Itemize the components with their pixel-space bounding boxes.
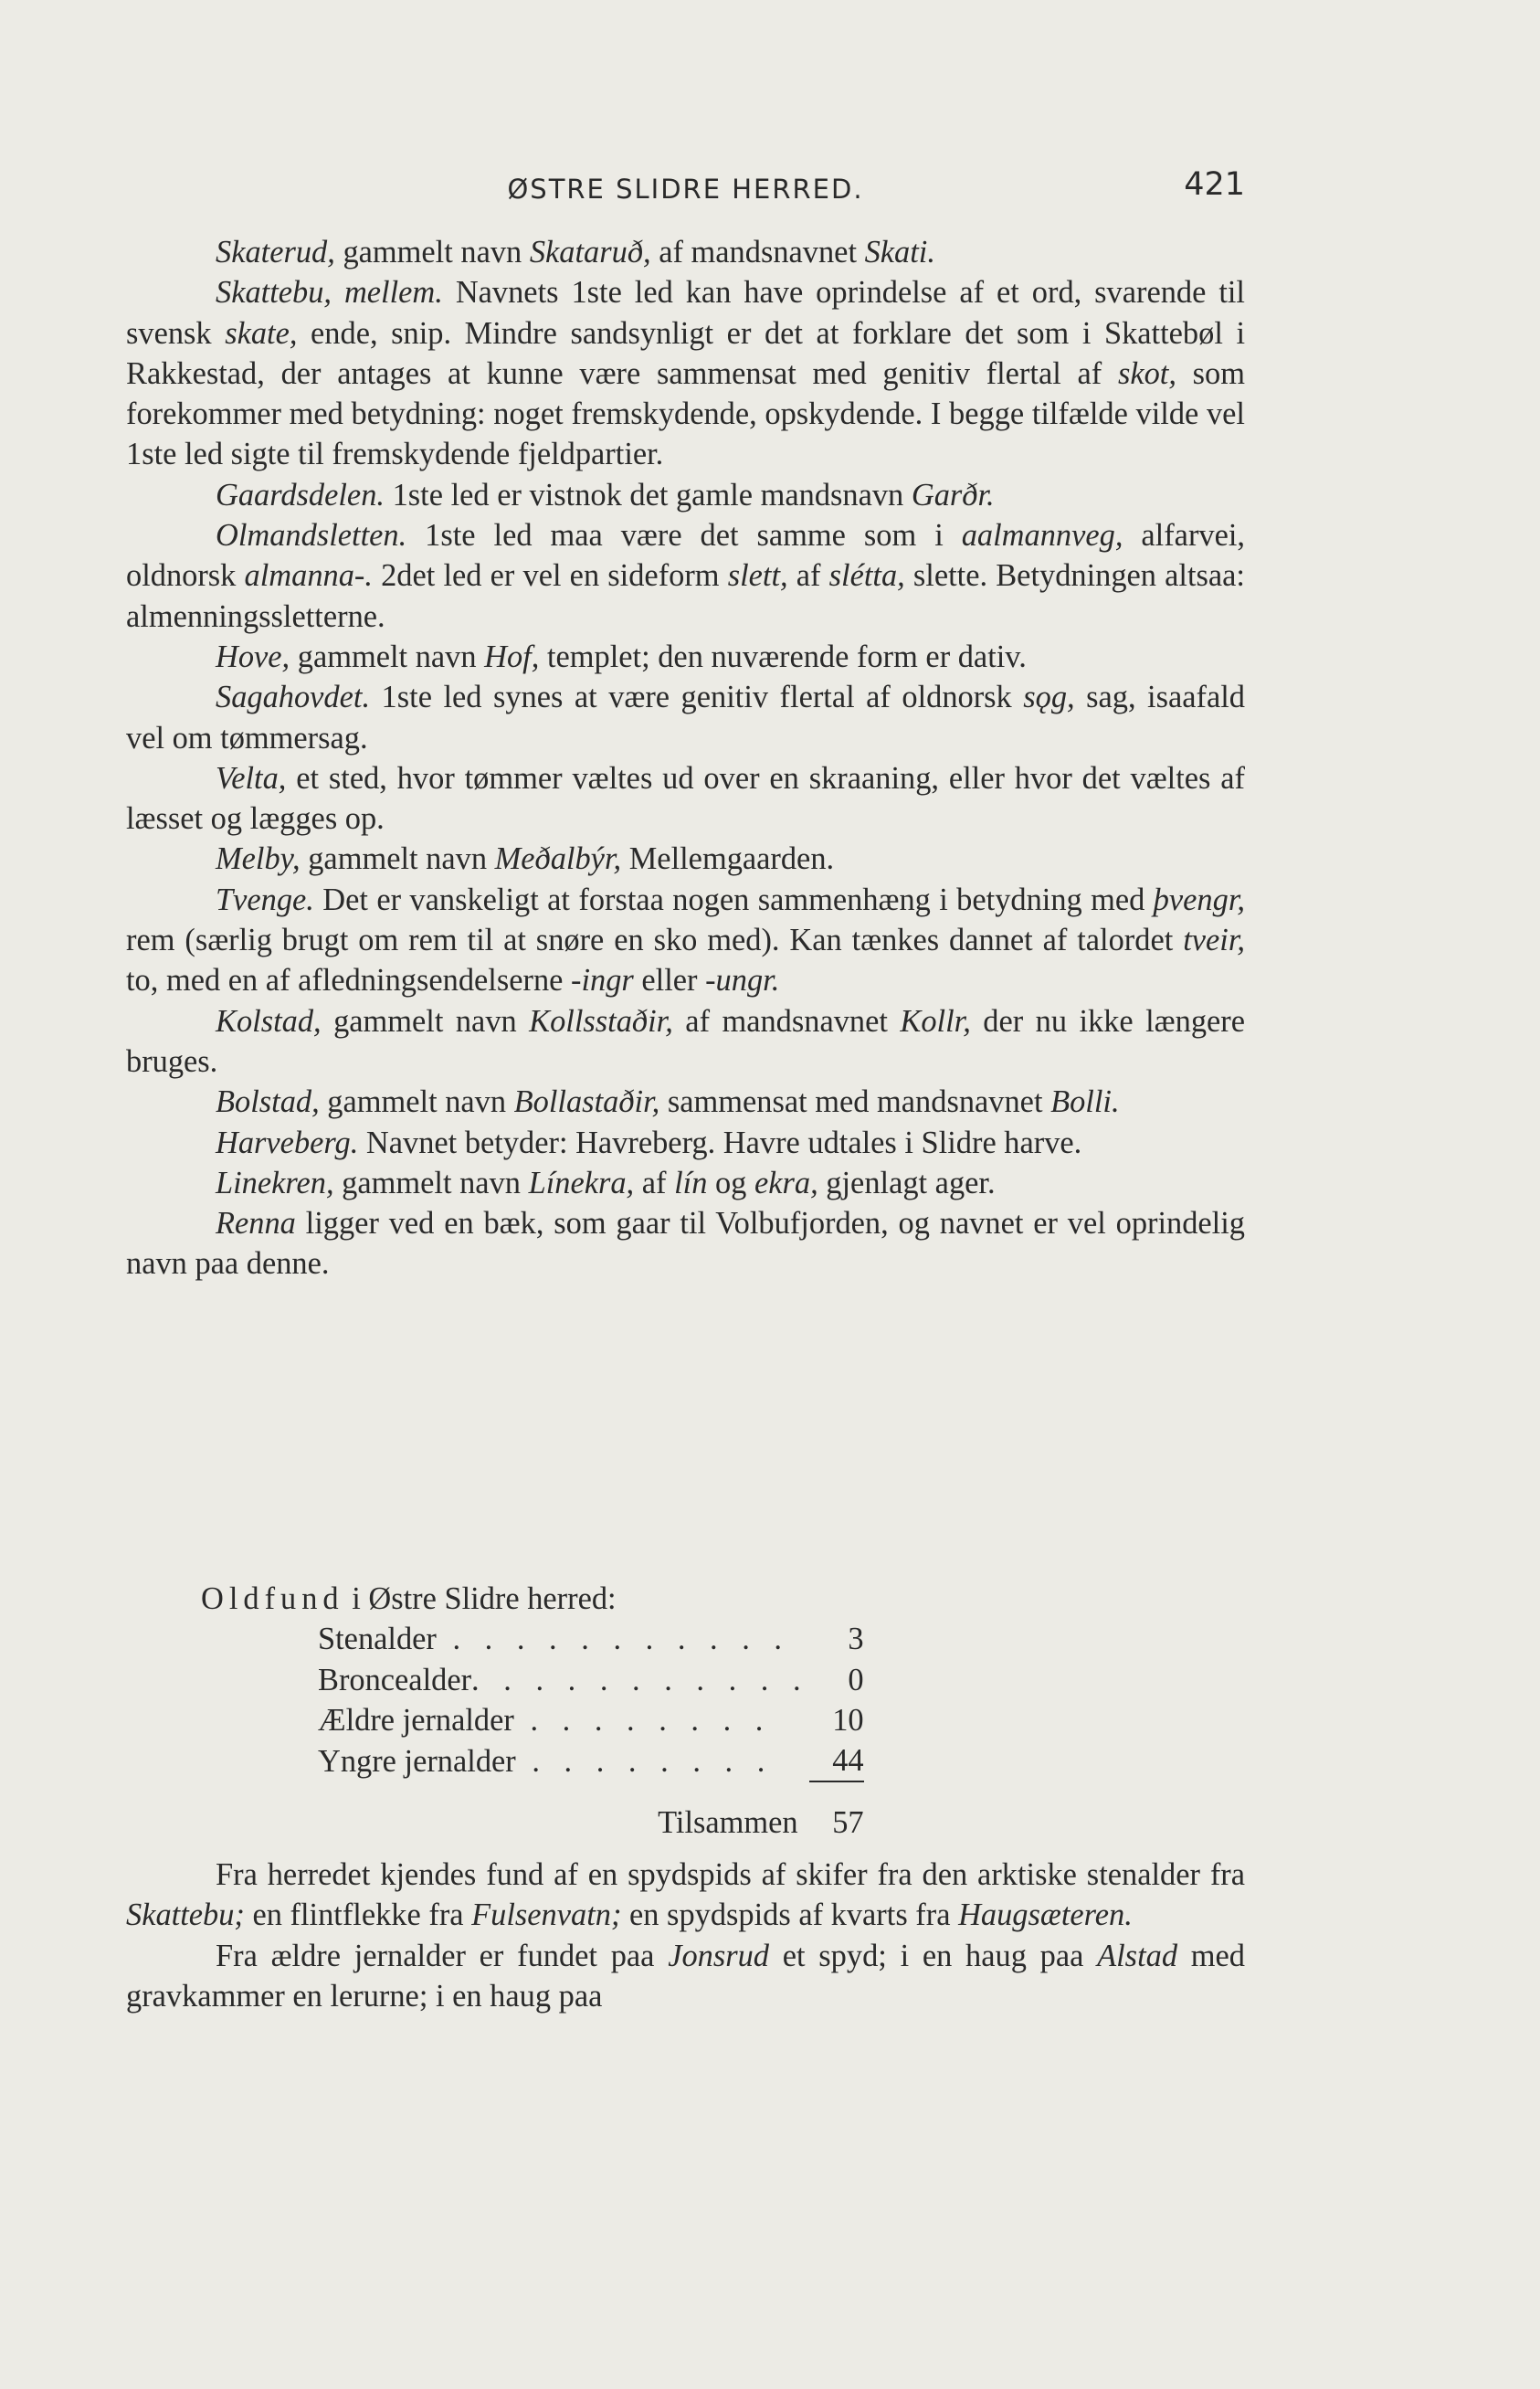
entry-name: Tvenge. bbox=[216, 882, 314, 917]
entry-text: ende, snip. Mindre sandsynligt er det at forklare det som i Skattebøl i Rakkestad, der antages at kunne være sammensat med genitiv flertal af bbox=[126, 315, 1245, 391]
leader-dots: . . . . . . . . . . . bbox=[436, 1622, 791, 1657]
finds-count: 0 bbox=[848, 1662, 864, 1697]
entry-sagahovdet bbox=[126, 677, 1245, 758]
entry-name: Kolstad, bbox=[216, 1003, 322, 1039]
entry-name: Renna bbox=[216, 1206, 296, 1242]
entry-text: gammelt navn bbox=[333, 1165, 529, 1200]
entry-text: Mellemgaarden. bbox=[621, 841, 835, 877]
finds-row-label bbox=[318, 1700, 809, 1740]
finds-period: Broncealder bbox=[318, 1662, 472, 1697]
entry-italic: þvengr, bbox=[1153, 882, 1245, 917]
entry-name: Harveberg. bbox=[216, 1125, 359, 1160]
entry-text: sammensat med mandsnavnet bbox=[659, 1084, 1051, 1120]
entry-text: 1ste led synes at være genitiv flertal af oldnorsk bbox=[370, 680, 1024, 715]
entry-hove bbox=[126, 637, 1245, 677]
entry-text: gammelt navn bbox=[290, 639, 485, 674]
finds-period: Yngre jernalder bbox=[318, 1743, 516, 1779]
entry-text: af mandsnavnet bbox=[650, 235, 865, 270]
entry-text: gjenlagt ager. bbox=[817, 1165, 996, 1200]
entry-italic: skate, bbox=[225, 315, 298, 351]
entry-text: ligger ved en bæk, som gaar til Volbufjorden, og navnet er vel oprindelig navn paa denne. bbox=[126, 1206, 1245, 1282]
entry-text: alfarvei, oldnorsk bbox=[126, 518, 1246, 594]
entry-text: sag, isaafald vel om tømmersag. bbox=[126, 680, 1245, 756]
entry-italic: -ungr. bbox=[705, 963, 780, 999]
entry-name: Sagahovdet. bbox=[216, 680, 371, 715]
paragraph-text: en spydspids af kvarts fra bbox=[621, 1897, 959, 1933]
finds-title-rest: i Østre Slidre herred: bbox=[343, 1581, 617, 1616]
entry-name: Skattebu, mellem. bbox=[216, 275, 443, 311]
entry-name: Bolstad, bbox=[216, 1084, 320, 1120]
finds-row-label bbox=[318, 1660, 809, 1700]
entry-text: gammelt navn bbox=[334, 235, 530, 270]
place-italic: Haugsæteren. bbox=[958, 1897, 1133, 1933]
entry-name: Gaardsdelen. bbox=[216, 477, 385, 513]
entry-text: slette. Betydningen altsaa: almenningssletterne. bbox=[126, 558, 1245, 634]
entry-text: gammelt navn bbox=[319, 1084, 514, 1120]
leader-dots: . . . . . . . . bbox=[515, 1743, 774, 1779]
entry-velta bbox=[126, 758, 1245, 840]
entry-text: af mandsnavnet bbox=[672, 1003, 901, 1039]
finds-description bbox=[126, 1855, 1245, 2016]
entry-italic: ekra, bbox=[754, 1165, 818, 1200]
entry-italic: Garðr. bbox=[911, 477, 995, 513]
entry-text: templet; den nuværende form er dativ. bbox=[539, 639, 1027, 674]
entry-italic: almanna-. bbox=[244, 558, 373, 594]
place-italic: Fulsenvatn; bbox=[471, 1897, 622, 1933]
entry-text: Det er vanskeligt at forstaa nogen sammenhæng i betydning med bbox=[313, 882, 1154, 917]
entry-name: Skaterud, bbox=[216, 235, 335, 270]
finds-row-label bbox=[318, 1619, 809, 1659]
finds-row bbox=[318, 1619, 864, 1659]
entry-name: Hove, bbox=[216, 639, 290, 674]
paragraph-text: et spyd; i en haug paa bbox=[769, 1938, 1098, 1973]
leader-dots: . . . . . . . . . . . bbox=[471, 1662, 809, 1697]
leader-dots: . . . . . . . . bbox=[513, 1702, 772, 1738]
finds-period: Stenalder bbox=[318, 1622, 437, 1657]
entry-italic: Kollr, bbox=[900, 1003, 971, 1039]
entry-name: Velta, bbox=[216, 760, 287, 796]
entry-text: 2det led er vel en sideform bbox=[372, 558, 728, 594]
entry-italic: Meðalbýr, bbox=[494, 841, 622, 877]
place-name-entries bbox=[126, 232, 1245, 1284]
entry-italic: lín bbox=[674, 1165, 708, 1200]
finds-count: 44 bbox=[809, 1740, 864, 1781]
entry-melby bbox=[126, 839, 1245, 879]
place-italic: Alstad bbox=[1097, 1938, 1178, 1973]
entry-text: af bbox=[787, 558, 829, 594]
entry-text: Navnet betyder: Havreberg. Havre udtales i Slidre harve. bbox=[358, 1125, 1082, 1160]
entry-text: af bbox=[634, 1165, 675, 1200]
entry-italic: slétta, bbox=[828, 558, 905, 594]
entry-bolstad bbox=[126, 1082, 1245, 1122]
entry-italic: Skataruð, bbox=[529, 235, 651, 270]
running-title: ØSTRE SLIDRE HERRED. bbox=[507, 174, 864, 205]
entry-gaardsdelen bbox=[126, 475, 1245, 515]
finds-total-row bbox=[318, 1781, 864, 1843]
finds-count: 3 bbox=[848, 1622, 864, 1657]
entry-text: gammelt navn bbox=[300, 841, 495, 877]
entry-text: Navnets 1ste led kan have oprindelse af et ord, svarende til svensk bbox=[126, 275, 1245, 351]
finds-row bbox=[318, 1700, 864, 1740]
entry-italic: sǫg, bbox=[1023, 680, 1075, 715]
finds-period: Ældre jernalder bbox=[318, 1702, 514, 1738]
entry-italic: Hof, bbox=[484, 639, 540, 674]
entry-italic: Línekra, bbox=[528, 1165, 635, 1200]
paragraph-text: med gravkammer en lerurne; i en haug paa bbox=[126, 1938, 1245, 2014]
finds-row bbox=[318, 1660, 864, 1700]
finds-title-spaced: Oldfund bbox=[201, 1581, 344, 1616]
entry-text: et sted, hvor tømmer væltes ud over en skraaning, eller hvor det væltes af læsset og lægges op. bbox=[126, 760, 1245, 837]
entry-name: Melby, bbox=[216, 841, 301, 877]
entry-text: rem (særlig brugt om rem til at snøre en sko med). Kan tænkes dannet af talordet bbox=[126, 923, 1184, 958]
paragraph-text: Fra ældre jernalder er fundet paa bbox=[216, 1938, 669, 1973]
entry-italic: Skati. bbox=[864, 235, 935, 270]
entry-text: 1ste led er vistnok det gamle mandsnavn bbox=[384, 477, 912, 513]
paragraph-text: en flintflekke fra bbox=[244, 1897, 472, 1933]
entry-italic: Bollastaðir, bbox=[513, 1084, 660, 1120]
place-italic: Skattebu; bbox=[126, 1897, 245, 1933]
finds-paragraph bbox=[126, 1855, 1245, 1936]
entry-tvenge bbox=[126, 880, 1245, 1001]
page-number: 421 bbox=[1184, 166, 1245, 203]
page-header bbox=[126, 163, 1245, 214]
entry-name: Linekren, bbox=[216, 1165, 334, 1200]
archaeological-finds bbox=[201, 1579, 1114, 1844]
finds-count: 10 bbox=[832, 1702, 864, 1738]
entry-skattebu bbox=[126, 272, 1245, 474]
entry-text: 1ste led maa være det samme som i bbox=[406, 518, 962, 554]
entry-text: gammelt navn bbox=[321, 1003, 530, 1039]
entry-italic: Kollsstaðir, bbox=[529, 1003, 673, 1039]
entry-italic: skot, bbox=[1117, 355, 1176, 391]
entry-text: og bbox=[707, 1165, 754, 1200]
entry-italic: slett, bbox=[727, 558, 788, 594]
entry-name: Olmandsletten. bbox=[216, 518, 407, 554]
finds-paragraph bbox=[126, 1936, 1245, 2017]
finds-row bbox=[318, 1740, 864, 1781]
entry-text: eller bbox=[633, 963, 706, 999]
finds-row-label bbox=[318, 1740, 809, 1781]
entry-italic: Bolli. bbox=[1050, 1084, 1120, 1120]
entry-linekren bbox=[126, 1163, 1245, 1203]
finds-title bbox=[201, 1579, 1114, 1619]
place-italic: Jonsrud bbox=[668, 1938, 769, 1973]
entry-italic: aalmannveg, bbox=[961, 518, 1123, 554]
entry-kolstad bbox=[126, 1001, 1245, 1083]
entry-renna bbox=[126, 1203, 1245, 1284]
entry-text: som forekommer med betydning: noget fremskydende, opskydende. I begge tilfælde vilde vel 1ste led sigte til fremskydende fjeldpartier. bbox=[126, 355, 1245, 472]
finds-table bbox=[318, 1619, 864, 1843]
finds-total-label: Tilsammen bbox=[658, 1804, 798, 1840]
entry-text: der nu ikke længere bruges. bbox=[126, 1003, 1245, 1079]
entry-harveberg bbox=[126, 1123, 1245, 1163]
entry-text: to, med en af afledningsendelserne bbox=[126, 963, 572, 999]
finds-total-count: 57 bbox=[832, 1805, 864, 1841]
entry-italic: tveir, bbox=[1183, 923, 1245, 958]
entry-skaterud bbox=[126, 232, 1245, 272]
entry-italic: -ingr bbox=[571, 963, 634, 999]
entry-olmandsletten bbox=[126, 515, 1245, 637]
paragraph-text: Fra herredet kjendes fund af en spydspids af skifer fra den arktiske stenalder fra bbox=[216, 1857, 1245, 1892]
